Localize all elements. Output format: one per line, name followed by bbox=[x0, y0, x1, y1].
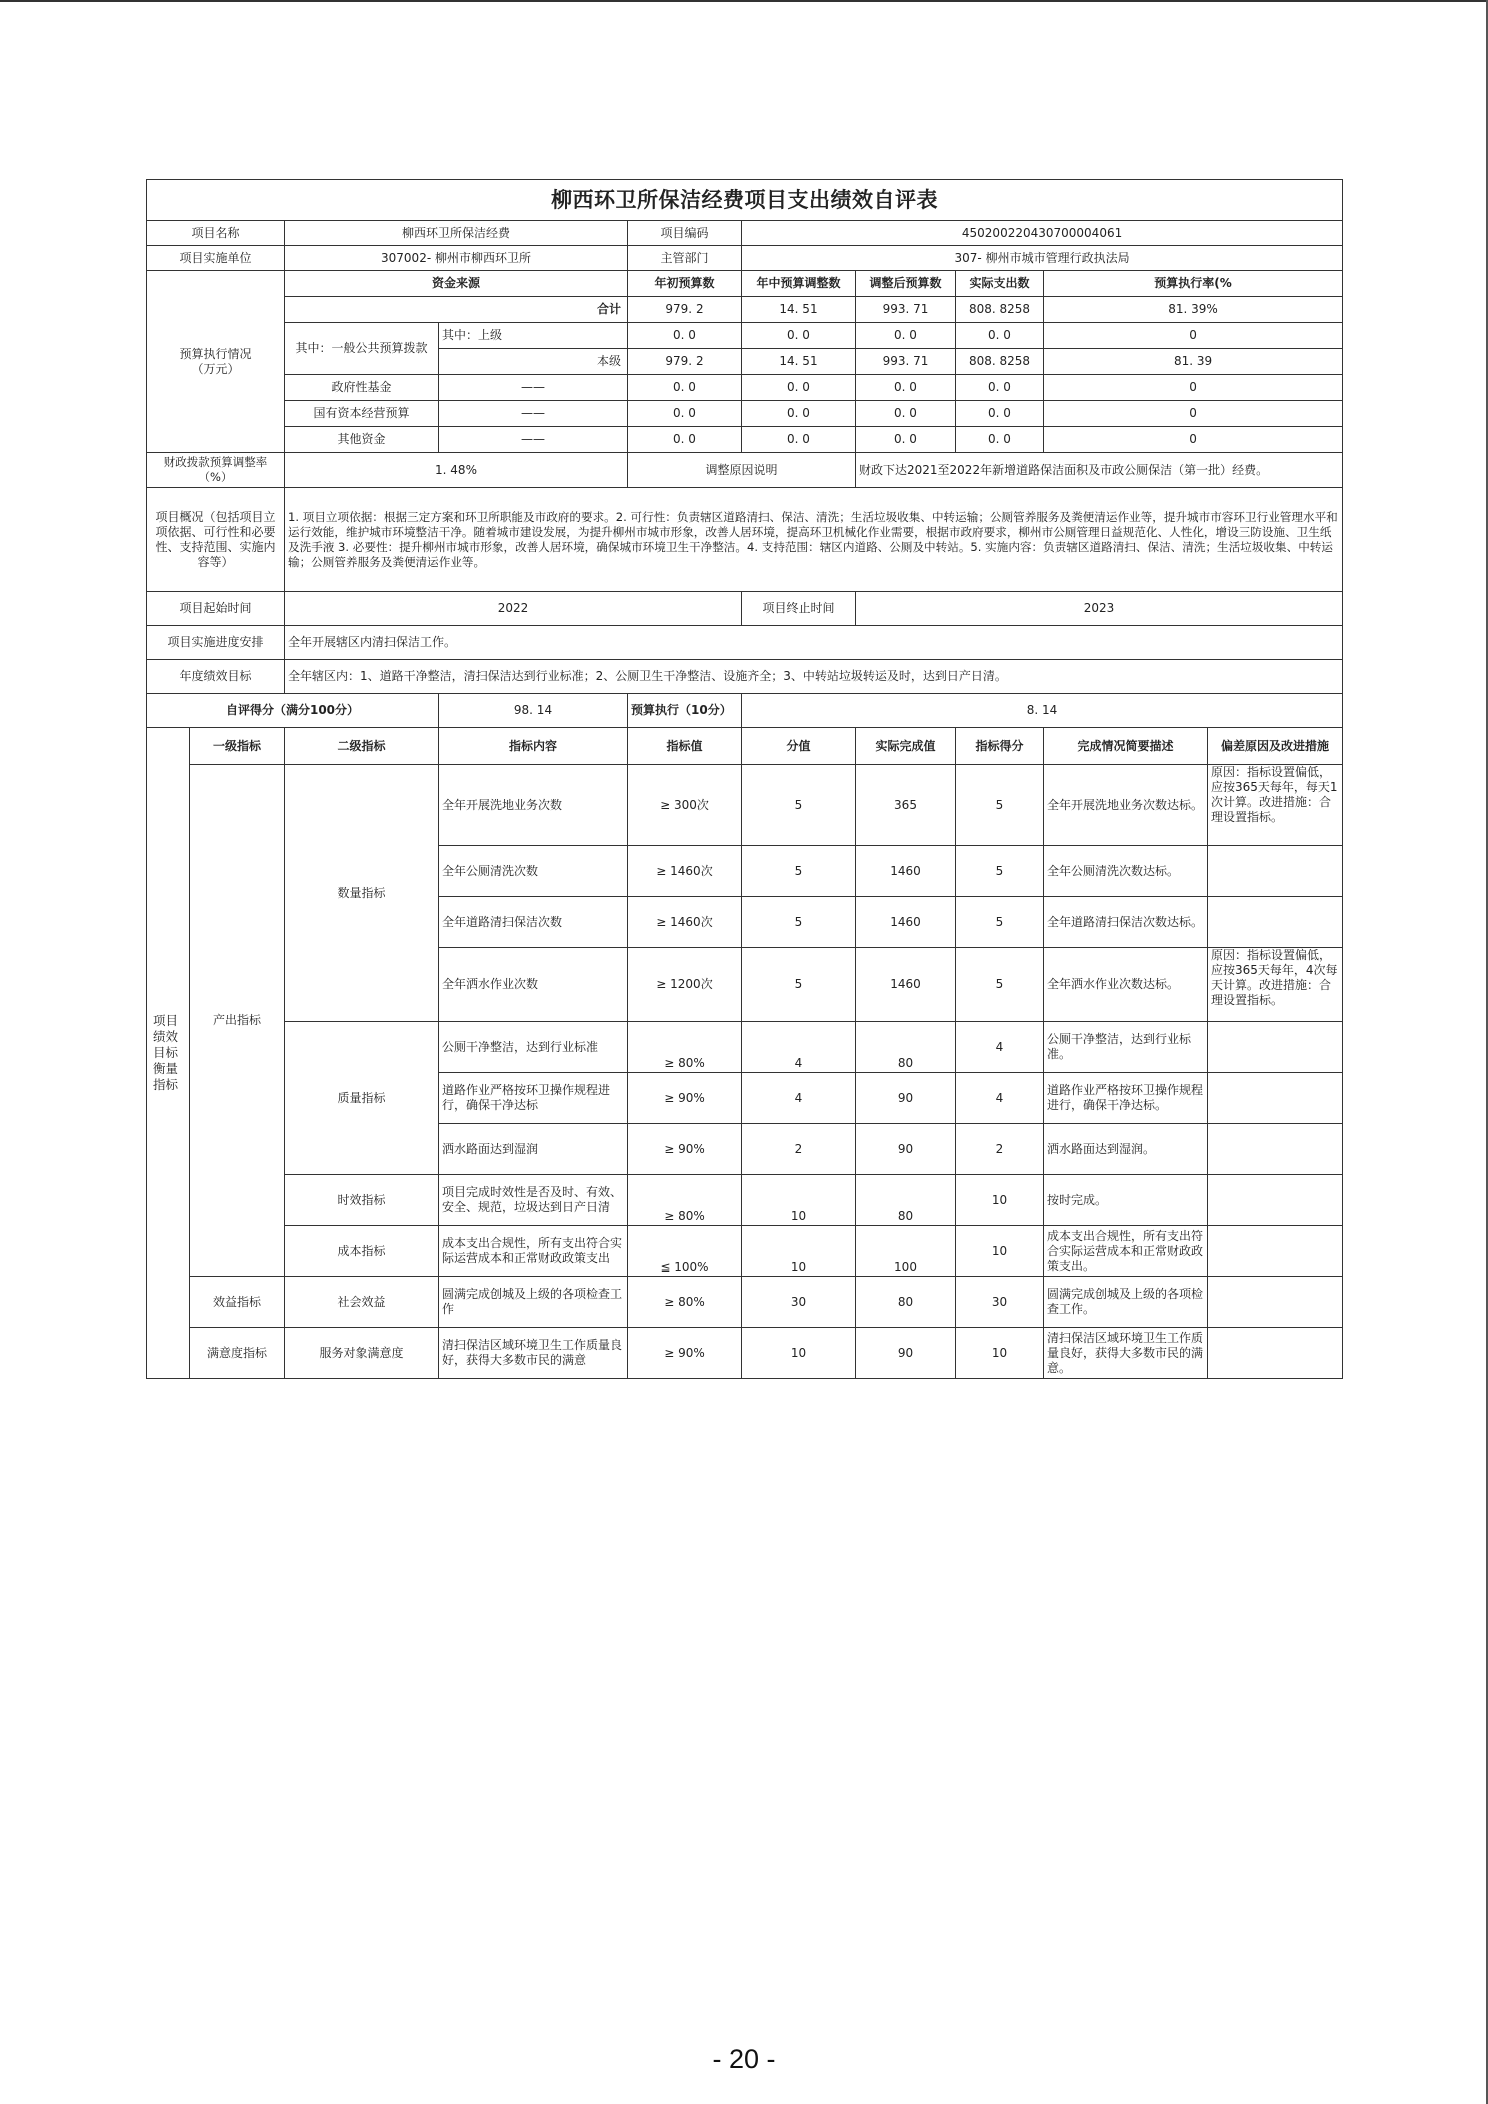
start-time-label: 项目起始时间 bbox=[147, 592, 285, 626]
budget-score-label: 预算执行（10分） bbox=[628, 694, 742, 728]
indicator-score: 5 bbox=[956, 948, 1044, 1022]
indicator-content: 成本支出合规性，所有支出符合实际运营成本和正常财政政策支出 bbox=[439, 1226, 628, 1277]
budget-upper-initial: 0. 0 bbox=[628, 323, 742, 349]
table-row bbox=[147, 1328, 1343, 1379]
indicator-target: ≥ 1460次 bbox=[628, 897, 742, 948]
budget-row-other bbox=[147, 427, 1343, 453]
budget-header-adjusted: 调整后预算数 bbox=[856, 271, 956, 297]
indicator-content: 全年道路清扫保洁次数 bbox=[439, 897, 628, 948]
performance-evaluation-table bbox=[146, 179, 1343, 1379]
budget-header-initial: 年初预算数 bbox=[628, 271, 742, 297]
indicator-content: 全年开展洗地业务次数 bbox=[439, 765, 628, 846]
indicator-deviation: 原因：指标设置偏低，应按365天每年，每天1次计算。改进措施：合理设置指标。 bbox=[1208, 765, 1343, 846]
budget-upper-label: 其中：上级 bbox=[439, 323, 628, 349]
progress-text: 全年开展辖区内清扫保洁工作。 bbox=[285, 626, 1343, 660]
budget-total-actual: 808. 8258 bbox=[956, 297, 1044, 323]
indicator-desc: 成本支出合规性，所有支出符合实际运营成本和正常财政政策支出。 bbox=[1044, 1226, 1208, 1277]
header-weight: 分值 bbox=[742, 728, 856, 765]
budget-state-capital-rate: 0 bbox=[1044, 401, 1343, 427]
indicator-score: 10 bbox=[956, 1328, 1044, 1379]
self-score: 98. 14 bbox=[439, 694, 628, 728]
budget-upper-actual: 0. 0 bbox=[956, 323, 1044, 349]
table-row bbox=[147, 1175, 1343, 1226]
budget-state-capital-initial: 0. 0 bbox=[628, 401, 742, 427]
indicator-actual: 365 bbox=[856, 765, 956, 846]
indicator-weight: 10 bbox=[742, 1226, 856, 1277]
indicator-actual: 80 bbox=[856, 1277, 956, 1328]
indicator-actual: 100 bbox=[856, 1226, 956, 1277]
indicator-deviation bbox=[1208, 897, 1343, 948]
indicator-content: 道路作业严格按环卫操作规程进行，确保干净达标 bbox=[439, 1073, 628, 1124]
indicator-deviation bbox=[1208, 1328, 1343, 1379]
overview-label: 项目概况（包括项目立项依据、可行性和必要性、支持范围、实施内容等） bbox=[147, 488, 285, 592]
indicator-target: ≥ 90% bbox=[628, 1073, 742, 1124]
budget-gov-fund-label: 政府性基金 bbox=[285, 375, 439, 401]
budget-gov-fund-adjusted: 0. 0 bbox=[856, 375, 956, 401]
indicator-score: 4 bbox=[956, 1022, 1044, 1073]
project-unit: 307002- 柳州市柳西环卫所 bbox=[285, 246, 628, 271]
budget-upper-rate: 0 bbox=[1044, 323, 1343, 349]
indicator-score: 4 bbox=[956, 1073, 1044, 1124]
self-score-label: 自评得分（满分100分） bbox=[147, 694, 439, 728]
budget-other-adjusted: 0. 0 bbox=[856, 427, 956, 453]
start-time: 2022 bbox=[285, 592, 742, 626]
indicator-target: ≥ 1460次 bbox=[628, 846, 742, 897]
indicator-target: ≥ 80% bbox=[628, 1175, 742, 1226]
project-code-label: 项目编码 bbox=[628, 221, 742, 246]
level1-output: 产出指标 bbox=[190, 765, 285, 1277]
header-content: 指标内容 bbox=[439, 728, 628, 765]
indicator-desc: 全年开展洗地业务次数达标。 bbox=[1044, 765, 1208, 846]
indicator-content: 洒水路面达到湿润 bbox=[439, 1124, 628, 1175]
header-level1: 一级指标 bbox=[190, 728, 285, 765]
indicator-content: 全年洒水作业次数 bbox=[439, 948, 628, 1022]
indicator-score: 10 bbox=[956, 1175, 1044, 1226]
budget-state-capital-label: 国有资本经营预算 bbox=[285, 401, 439, 427]
budget-row-total bbox=[147, 297, 1343, 323]
indicator-desc: 洒水路面达到湿润。 bbox=[1044, 1124, 1208, 1175]
adjust-reason: 财政下达2021至2022年新增道路保洁面积及市政公厕保洁（第一批）经费。 bbox=[856, 453, 1343, 488]
table-row bbox=[147, 1022, 1343, 1073]
indicator-deviation bbox=[1208, 1277, 1343, 1328]
indicator-actual: 1460 bbox=[856, 948, 956, 1022]
indicator-weight: 5 bbox=[742, 948, 856, 1022]
indicator-content: 公厕干净整洁，达到行业标准 bbox=[439, 1022, 628, 1073]
indicator-score: 2 bbox=[956, 1124, 1044, 1175]
indicator-actual: 1460 bbox=[856, 846, 956, 897]
indicator-target: ≥ 80% bbox=[628, 1277, 742, 1328]
budget-other-mid-adjust: 0. 0 bbox=[742, 427, 856, 453]
project-code: 450200220430700004061 bbox=[742, 221, 1343, 246]
indicator-desc: 清扫保洁区域环境卫生工作质量良好，获得大多数市民的满意。 bbox=[1044, 1328, 1208, 1379]
budget-gov-fund-initial: 0. 0 bbox=[628, 375, 742, 401]
progress-label: 项目实施进度安排 bbox=[147, 626, 285, 660]
indicator-desc: 按时完成。 bbox=[1044, 1175, 1208, 1226]
budget-local-actual: 808. 8258 bbox=[956, 349, 1044, 375]
budget-upper-mid-adjust: 0. 0 bbox=[742, 323, 856, 349]
indicator-section-label bbox=[147, 728, 190, 1379]
annual-goal-label: 年度绩效目标 bbox=[147, 660, 285, 694]
indicator-content: 全年公厕清洗次数 bbox=[439, 846, 628, 897]
indicator-weight: 2 bbox=[742, 1124, 856, 1175]
budget-local-initial: 979. 2 bbox=[628, 349, 742, 375]
project-unit-label: 项目实施单位 bbox=[147, 246, 285, 271]
budget-total-mid-adjust: 14. 51 bbox=[742, 297, 856, 323]
indicator-deviation bbox=[1208, 1124, 1343, 1175]
budget-total-adjusted: 993. 71 bbox=[856, 297, 956, 323]
budget-header-actual: 实际支出数 bbox=[956, 271, 1044, 297]
level1-satisfaction: 满意度指标 bbox=[190, 1328, 285, 1379]
indicator-score: 5 bbox=[956, 765, 1044, 846]
indicator-deviation bbox=[1208, 846, 1343, 897]
level1-benefit: 效益指标 bbox=[190, 1277, 285, 1328]
page-top-rule bbox=[0, 0, 1488, 2]
budget-score: 8. 14 bbox=[742, 694, 1343, 728]
indicator-section-text: 项目绩效目标衡量指标 bbox=[153, 1013, 179, 1092]
level2-service: 服务对象满意度 bbox=[285, 1328, 439, 1379]
indicator-weight: 30 bbox=[742, 1277, 856, 1328]
budget-general-label: 其中：一般公共预算拨款 bbox=[285, 323, 439, 375]
budget-total-initial: 979. 2 bbox=[628, 297, 742, 323]
project-name-label: 项目名称 bbox=[147, 221, 285, 246]
indicator-weight: 5 bbox=[742, 897, 856, 948]
indicator-target: ≥ 80% bbox=[628, 1022, 742, 1073]
indicator-score: 5 bbox=[956, 897, 1044, 948]
budget-state-capital-adjusted: 0. 0 bbox=[856, 401, 956, 427]
indicator-content: 圆满完成创城及上级的各项检查工作 bbox=[439, 1277, 628, 1328]
indicator-score: 5 bbox=[956, 846, 1044, 897]
indicator-actual: 90 bbox=[856, 1124, 956, 1175]
indicator-score: 10 bbox=[956, 1226, 1044, 1277]
level2-timeliness: 时效指标 bbox=[285, 1175, 439, 1226]
end-time-label: 项目终止时间 bbox=[742, 592, 856, 626]
budget-other-actual: 0. 0 bbox=[956, 427, 1044, 453]
indicator-deviation bbox=[1208, 1073, 1343, 1124]
indicator-score: 30 bbox=[956, 1277, 1044, 1328]
indicator-weight: 5 bbox=[742, 765, 856, 846]
budget-header-source: 资金来源 bbox=[285, 271, 628, 297]
indicator-actual: 80 bbox=[856, 1022, 956, 1073]
budget-row-gov-fund bbox=[147, 375, 1343, 401]
budget-local-label: 本级 bbox=[439, 349, 628, 375]
budget-row-state-capital bbox=[147, 401, 1343, 427]
budget-header-rate: 预算执行率(% bbox=[1044, 271, 1343, 297]
header-target: 指标值 bbox=[628, 728, 742, 765]
indicator-actual: 1460 bbox=[856, 897, 956, 948]
budget-local-rate: 81. 39 bbox=[1044, 349, 1343, 375]
budget-other-initial: 0. 0 bbox=[628, 427, 742, 453]
indicator-actual: 80 bbox=[856, 1175, 956, 1226]
indicator-weight: 4 bbox=[742, 1073, 856, 1124]
budget-total-rate: 81. 39% bbox=[1044, 297, 1343, 323]
budget-state-capital-mid-adjust: 0. 0 bbox=[742, 401, 856, 427]
indicator-target: ≦ 100% bbox=[628, 1226, 742, 1277]
indicator-weight: 4 bbox=[742, 1022, 856, 1073]
budget-local-mid-adjust: 14. 51 bbox=[742, 349, 856, 375]
overview-text: 1. 项目立项依据：根据三定方案和环卫所职能及市政府的要求。2. 可行性：负责辖区道路清扫、保洁、清洗；生活垃圾收集、中转运输；公厕管养服务及粪便清运作业等，提升城市市容环卫行业管理水平和运行效能，维护城市环境整洁干净。随着城市建设发展，为提升柳州市城市形象，改善人居环境，提高环卫机械化作业需要，根据市政府要求，柳州市公厕管理日益规范化、人性化，增设三防设施、卫生纸及洗手液 3. 必要性：提升柳州市城市形象，改善人居环境，确保城市环境卫生干净整洁。4. 支持范围：辖区内道路、公厕及中转站。5. 实施内容：负责辖区道路清扫、保洁、清洗；生活垃圾收集、中转运输；公厕管养服务及粪便清运作业等。 bbox=[285, 488, 1343, 592]
indicator-content: 项目完成时效性是否及时、有效、安全、规范，垃圾达到日产日清 bbox=[439, 1175, 628, 1226]
indicator-weight: 10 bbox=[742, 1328, 856, 1379]
budget-header-mid-adjust: 年中预算调整数 bbox=[742, 271, 856, 297]
budget-state-capital-actual: 0. 0 bbox=[956, 401, 1044, 427]
level2-social: 社会效益 bbox=[285, 1277, 439, 1328]
indicator-actual: 90 bbox=[856, 1328, 956, 1379]
budget-gov-fund-actual: 0. 0 bbox=[956, 375, 1044, 401]
indicator-desc: 公厕干净整洁，达到行业标准。 bbox=[1044, 1022, 1208, 1073]
table-row bbox=[147, 1226, 1343, 1277]
table-row bbox=[147, 765, 1343, 846]
indicator-deviation bbox=[1208, 1022, 1343, 1073]
budget-gov-fund-dash: —— bbox=[439, 375, 628, 401]
level2-quality: 质量指标 bbox=[285, 1022, 439, 1175]
adjust-rate-label: 财政拨款预算调整率 （%） bbox=[147, 453, 285, 488]
budget-gov-fund-mid-adjust: 0. 0 bbox=[742, 375, 856, 401]
indicator-content: 清扫保洁区域环境卫生工作质量良好，获得大多数市民的满意 bbox=[439, 1328, 628, 1379]
indicator-desc: 全年道路清扫保洁次数达标。 bbox=[1044, 897, 1208, 948]
budget-local-adjusted: 993. 71 bbox=[856, 349, 956, 375]
budget-section-label: 预算执行情况 （万元） bbox=[147, 271, 285, 453]
header-level2: 二级指标 bbox=[285, 728, 439, 765]
budget-other-rate: 0 bbox=[1044, 427, 1343, 453]
indicator-desc: 圆满完成创城及上级的各项检查工作。 bbox=[1044, 1277, 1208, 1328]
indicator-target: ≥ 90% bbox=[628, 1124, 742, 1175]
header-score: 指标得分 bbox=[956, 728, 1044, 765]
indicator-actual: 90 bbox=[856, 1073, 956, 1124]
indicator-desc: 道路作业严格按环卫操作规程进行，确保干净达标。 bbox=[1044, 1073, 1208, 1124]
indicator-deviation bbox=[1208, 1175, 1343, 1226]
indicator-desc: 全年公厕清洗次数达标。 bbox=[1044, 846, 1208, 897]
header-actual: 实际完成值 bbox=[856, 728, 956, 765]
budget-row-upper bbox=[147, 323, 1343, 349]
indicator-deviation bbox=[1208, 1226, 1343, 1277]
indicator-weight: 10 bbox=[742, 1175, 856, 1226]
indicator-target: ≥ 90% bbox=[628, 1328, 742, 1379]
adjust-reason-label: 调整原因说明 bbox=[628, 453, 856, 488]
level2-cost: 成本指标 bbox=[285, 1226, 439, 1277]
annual-goal-text: 全年辖区内：1、道路干净整洁，清扫保洁达到行业标准；2、公厕卫生干净整洁、设施齐全；3、中转站垃圾转运及时，达到日产日清。 bbox=[285, 660, 1343, 694]
indicator-deviation: 原因：指标设置偏低，应按365天每年，4次每天计算。改进措施：合理设置指标。 bbox=[1208, 948, 1343, 1022]
indicator-weight: 5 bbox=[742, 846, 856, 897]
table-title: 柳西环卫所保洁经费项目支出绩效自评表 bbox=[147, 180, 1343, 221]
budget-upper-adjusted: 0. 0 bbox=[856, 323, 956, 349]
indicator-target: ≥ 1200次 bbox=[628, 948, 742, 1022]
dept-label: 主管部门 bbox=[628, 246, 742, 271]
header-deviation: 偏差原因及改进措施 bbox=[1208, 728, 1343, 765]
indicator-desc: 全年洒水作业次数达标。 bbox=[1044, 948, 1208, 1022]
indicator-header-row bbox=[147, 728, 1343, 765]
dept: 307- 柳州市城市管理行政执法局 bbox=[742, 246, 1343, 271]
indicator-target: ≥ 300次 bbox=[628, 765, 742, 846]
project-name: 柳西环卫所保洁经费 bbox=[285, 221, 628, 246]
table-row bbox=[147, 1277, 1343, 1328]
adjust-rate: 1. 48% bbox=[285, 453, 628, 488]
budget-total-label: 合计 bbox=[285, 297, 628, 323]
end-time: 2023 bbox=[856, 592, 1343, 626]
page-number: - 20 - bbox=[712, 2044, 776, 2074]
budget-other-dash: —— bbox=[439, 427, 628, 453]
budget-gov-fund-rate: 0 bbox=[1044, 375, 1343, 401]
header-desc: 完成情况简要描述 bbox=[1044, 728, 1208, 765]
budget-state-capital-dash: —— bbox=[439, 401, 628, 427]
level2-quantity: 数量指标 bbox=[285, 765, 439, 1022]
budget-other-label: 其他资金 bbox=[285, 427, 439, 453]
